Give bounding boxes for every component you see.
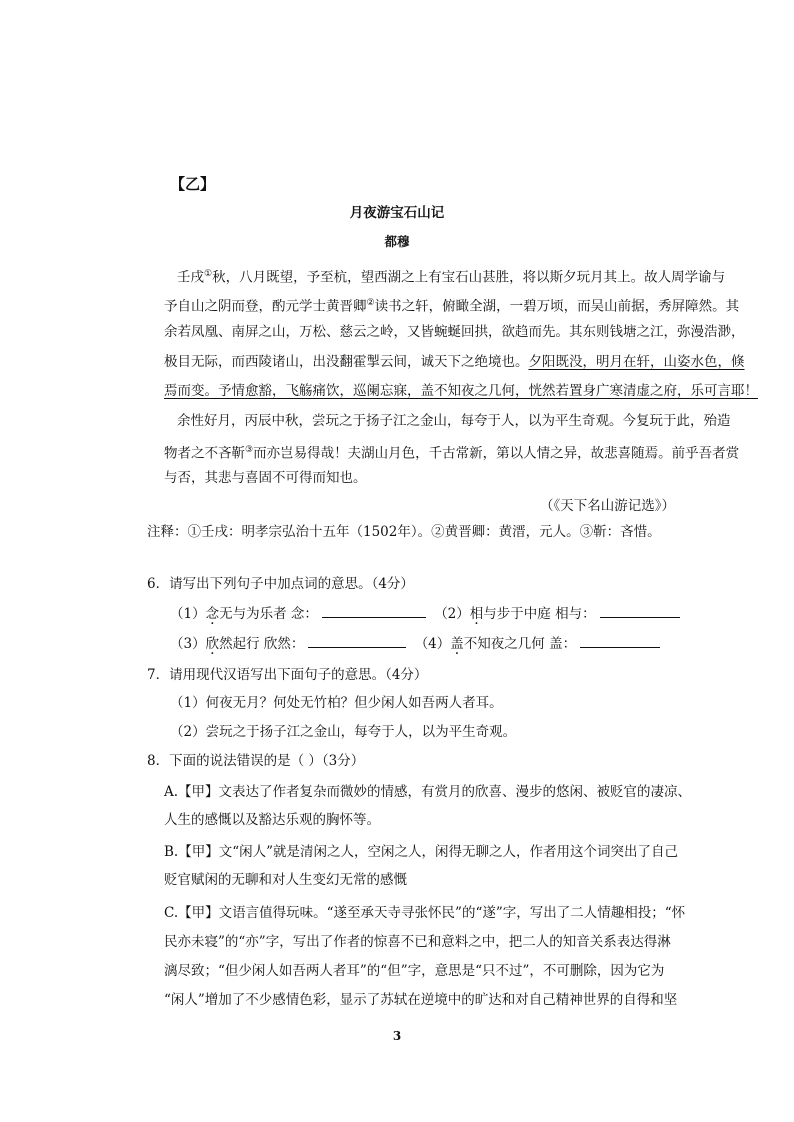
q6-item2-dotted: 相 — [469, 606, 484, 622]
poem-title: 月夜游宝石山记 — [349, 205, 445, 221]
underlined-sentence-part1: 夕阳既没，明月在轩，山姿水色，倏 — [528, 354, 745, 370]
section-label: 【乙】 — [170, 175, 216, 193]
q8-option-c-line4: “闲人”增加了不少感情色彩，显示了苏轼在逆境中的旷达和对自己精神世界的自得和坚 — [164, 992, 678, 1008]
poem-source: （《天下名山游记选》） — [540, 498, 675, 514]
q6-item1-dotted: 念 — [205, 606, 220, 622]
q6-answer-blank-4[interactable] — [580, 633, 660, 648]
q7-sentence-1: （1）何夜无月？何处无竹柏？但少闲人如吾两人者耳。 — [170, 695, 503, 711]
q6-answer-blank-3[interactable] — [308, 633, 406, 648]
underlined-sentence-part2: 焉而变。予情愈豁，飞觞痛饮，巡阑忘寐，盖不知夜之几何，恍然若置身广寒清虚之府，乐可言耶！ — [164, 383, 758, 399]
q8-option-c-line3: 漓尽致；“但少闲人如吾两人者耳”的“但”字，意思是“只不过”，不可删除，因为它为 — [164, 963, 665, 979]
q6-answer-blank-1[interactable] — [322, 603, 426, 618]
poem-p1-line4: 极目无际，而西陵诸山，出没翻霍掣云间，诚天下之绝境也。夕阳既没，明月在轩，山姿水色，倏 — [164, 354, 745, 370]
q8-option-b-line1: B.【甲】文“闲人”就是清闲之人，空闲之人，闲得无聊之人，作者用这个词突出了自己 — [164, 844, 679, 860]
q8-option-a-line2: 人生的感慨以及豁达乐观的胸怀等。 — [164, 812, 380, 828]
poem-p2-line2: 物者之不吝靳③而亦岂易得哉！夫湖山月色，千古常新，第以人情之异，故悲喜随焉。前乎吾者赏 — [164, 445, 740, 462]
poem-p2-line3: 与否，其悲与喜固不可得而知也。 — [164, 470, 367, 486]
q8-option-b-line2: 贬官赋闲的无聊和对人生变幻无常的感慨 — [164, 872, 407, 888]
q8-stem: 8．下面的说法错误的是（ ）（3分） — [147, 753, 365, 769]
annotation-notes: 注释：①壬戌：明孝宗弘治十五年（1502年）。②黄晋卿：黄溍，元人。③靳：吝惜。 — [147, 524, 661, 540]
q7-stem: 7．请用现代汉语写出下面句子的意思。（4分） — [147, 667, 428, 683]
q6-row1: （1）念无与为乐者 念： （2）相与步于中庭 相与： — [170, 603, 684, 624]
poem-p2-line1: 余性好月，丙辰中秋，尝玩之于扬子江之金山，每夸于人，以为平生奇观。今复玩于此，殆造 — [177, 413, 731, 429]
q6-row2: （3）欣然起行 欣然： （4）盖不知夜之几何 盖： — [170, 633, 664, 654]
poem-p1-line3: 余若凤凰、南屏之山，万松、慈云之岭，又皆蜿蜒回拱，欲趋而先。其东则钱塘之江，弥漫浩渺， — [164, 324, 745, 340]
q6-item3-dotted: 欣 — [205, 636, 220, 652]
q6-item4-dotted: 盖 — [450, 636, 464, 652]
poem-author: 都穆 — [384, 234, 410, 249]
q8-option-a-line1: A.【甲】文表达了作者复杂而微妙的情感，有赏月的欣喜、漫步的悠闲、被贬官的凄凉、 — [164, 784, 692, 800]
q8-option-c-line1: C.【甲】文语言值得玩味。“遂至承天寺寻张怀民”的“遂”字，写出了二人情趣相投；“怀 — [164, 905, 686, 921]
q6-stem: 6．请写出下列句子中加点词的意思。（4分） — [147, 576, 414, 592]
q6-answer-blank-2[interactable] — [600, 603, 680, 618]
page-number: 3 — [392, 1029, 402, 1043]
poem-p1-line2: 予自山之阴而登，酌元学士黄晋卿②读书之轩，俯瞰全湖，一碧万顷，而吴山前据，秀屏障然。其 — [164, 298, 740, 315]
q8-option-c-line2: 民亦未寝”的“亦”字，写出了作者的惊喜不已和意料之中，把二人的知音关系表达得淋 — [164, 934, 671, 950]
q7-sentence-2: （2）尝玩之于扬子江之金山，每夸于人，以为平生奇观。 — [170, 724, 517, 740]
poem-p1-line1: 壬戌①秋，八月既望，予至杭，望西湖之上有宝石山甚胜，将以斯夕玩月其上。故人周学谕与 — [177, 269, 726, 286]
